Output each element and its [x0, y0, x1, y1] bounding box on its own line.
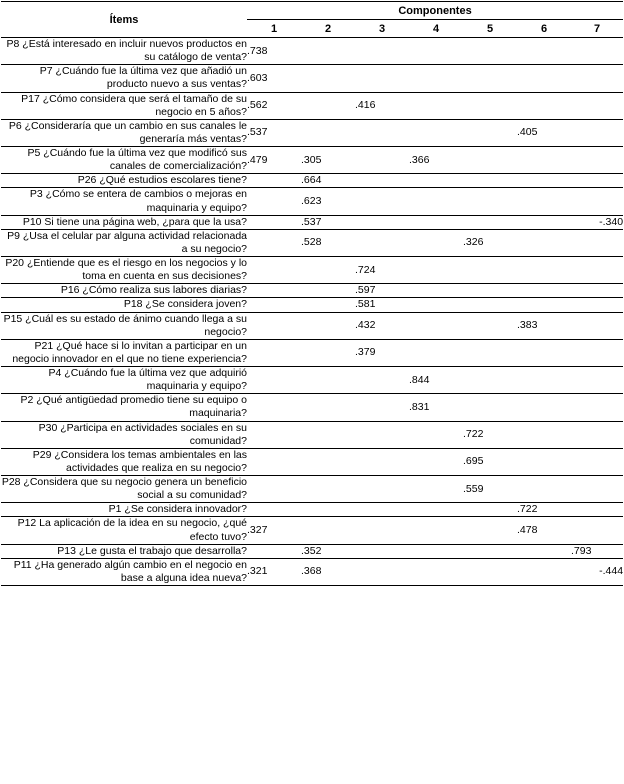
row-loading-value — [517, 188, 571, 215]
row-loading-value: .603 — [247, 65, 301, 92]
row-item-label: P16 ¿Cómo realiza sus labores diarias? — [1, 284, 247, 298]
row-loading-value — [517, 558, 571, 585]
row-item-label: P4 ¿Cuándo fue la última vez que adquirió maquinaria y equipo? — [1, 367, 247, 394]
row-loading-value: .562 — [247, 92, 301, 119]
row-loading-value: -.340 — [571, 215, 623, 229]
header-component-5: 5 — [463, 20, 517, 38]
row-loading-value — [571, 298, 623, 312]
row-item-label: P3 ¿Cómo se entera de cambios o mejoras en maquinaria y equipo? — [1, 188, 247, 215]
row-loading-value — [355, 367, 409, 394]
row-loading-value — [301, 339, 355, 366]
row-loading-value — [463, 558, 517, 585]
row-loading-value — [571, 312, 623, 339]
row-item-label: P18 ¿Se considera joven? — [1, 298, 247, 312]
header-component-2: 2 — [301, 20, 355, 38]
row-item-label: P29 ¿Considera los temas ambientales en las actividades que realiza en su negocio? — [1, 448, 247, 475]
row-loading-value: .597 — [355, 284, 409, 298]
component-matrix-table — [1, 1, 623, 586]
row-item-label: P13 ¿Le gusta el trabajo que desarrolla? — [1, 544, 247, 558]
row-item-label: P20 ¿Entiende que es el riesgo en los negocios y lo toma en cuenta en sus decisiones? — [1, 257, 247, 284]
row-loading-value — [463, 188, 517, 215]
row-loading-value — [355, 517, 409, 544]
row-loading-value: .405 — [517, 119, 571, 146]
row-loading-value — [301, 517, 355, 544]
row-loading-value — [355, 174, 409, 188]
row-loading-value: .581 — [355, 298, 409, 312]
row-item-label: P5 ¿Cuándo fue la última vez que modificó sus canales de comercialización? — [1, 147, 247, 174]
row-loading-value — [247, 421, 301, 448]
header-row-titles — [1, 2, 623, 20]
row-loading-value — [571, 517, 623, 544]
row-loading-value — [517, 448, 571, 475]
row-loading-value — [247, 284, 301, 298]
row-loading-value: .831 — [409, 394, 463, 421]
row-loading-value: .664 — [301, 174, 355, 188]
row-loading-value — [517, 147, 571, 174]
row-loading-value — [517, 38, 571, 65]
row-loading-value — [463, 367, 517, 394]
row-loading-value — [571, 229, 623, 256]
row-loading-value — [571, 92, 623, 119]
row-loading-value — [463, 312, 517, 339]
row-loading-value: .537 — [301, 215, 355, 229]
row-loading-value — [409, 188, 463, 215]
row-loading-value — [409, 448, 463, 475]
row-loading-value — [355, 215, 409, 229]
table-row — [1, 215, 623, 229]
row-loading-value — [463, 298, 517, 312]
row-loading-value — [247, 339, 301, 366]
row-item-label: P17 ¿Cómo considera que será el tamaño de su negocio en 5 años? — [1, 92, 247, 119]
table-header — [1, 2, 623, 38]
row-loading-value — [571, 65, 623, 92]
row-loading-value — [463, 174, 517, 188]
row-loading-value — [571, 448, 623, 475]
row-loading-value — [463, 544, 517, 558]
row-item-label: P12 La aplicación de la idea en su negocio, ¿qué efecto tuvo? — [1, 517, 247, 544]
row-loading-value: .738 — [247, 38, 301, 65]
row-loading-value — [301, 367, 355, 394]
table-row — [1, 92, 623, 119]
table-row — [1, 257, 623, 284]
row-loading-value — [355, 394, 409, 421]
row-loading-value — [517, 298, 571, 312]
row-loading-value — [355, 188, 409, 215]
row-loading-value — [355, 119, 409, 146]
row-loading-value: .479 — [247, 147, 301, 174]
row-loading-value — [247, 312, 301, 339]
row-loading-value — [409, 229, 463, 256]
row-loading-value: .327 — [247, 517, 301, 544]
table-row — [1, 188, 623, 215]
row-item-label: P21 ¿Qué hace si lo invitan a participar en un negocio innovador en el que no tiene experiencia? — [1, 339, 247, 366]
row-loading-value — [409, 215, 463, 229]
row-loading-value — [301, 92, 355, 119]
table-row — [1, 339, 623, 366]
row-loading-value: .559 — [463, 476, 517, 503]
table-row — [1, 503, 623, 517]
row-item-label: P2 ¿Qué antigüedad promedio tiene su equipo o maquinaria? — [1, 394, 247, 421]
row-loading-value — [463, 517, 517, 544]
table-row — [1, 544, 623, 558]
row-loading-value — [409, 339, 463, 366]
table-row — [1, 367, 623, 394]
row-loading-value — [301, 298, 355, 312]
row-item-label: P11 ¿Ha generado algún cambio en el negocio en base a alguna idea nueva? — [1, 558, 247, 585]
row-loading-value — [301, 65, 355, 92]
row-loading-value — [571, 257, 623, 284]
row-loading-value — [463, 92, 517, 119]
row-loading-value — [409, 312, 463, 339]
row-loading-value — [517, 229, 571, 256]
table-row — [1, 229, 623, 256]
row-loading-value: .432 — [355, 312, 409, 339]
row-loading-value — [571, 147, 623, 174]
row-item-label: P26 ¿Qué estudios escolares tiene? — [1, 174, 247, 188]
row-loading-value — [409, 476, 463, 503]
table-row — [1, 448, 623, 475]
header-components: Componentes — [247, 2, 623, 20]
row-loading-value — [517, 284, 571, 298]
row-loading-value — [247, 188, 301, 215]
row-loading-value: .368 — [301, 558, 355, 585]
row-loading-value — [301, 38, 355, 65]
row-loading-value — [517, 215, 571, 229]
row-loading-value — [571, 38, 623, 65]
row-loading-value — [571, 367, 623, 394]
table-row — [1, 298, 623, 312]
row-loading-value — [517, 174, 571, 188]
row-loading-value — [247, 394, 301, 421]
row-loading-value — [409, 65, 463, 92]
row-loading-value: .722 — [517, 503, 571, 517]
row-loading-value — [409, 284, 463, 298]
row-loading-value — [463, 65, 517, 92]
table-row — [1, 119, 623, 146]
row-loading-value: .793 — [571, 544, 623, 558]
row-loading-value — [571, 119, 623, 146]
row-loading-value — [247, 448, 301, 475]
row-loading-value: .844 — [409, 367, 463, 394]
header-items: Ítems — [1, 2, 247, 38]
row-loading-value — [571, 394, 623, 421]
table-row — [1, 65, 623, 92]
table-row — [1, 312, 623, 339]
row-loading-value — [409, 174, 463, 188]
row-loading-value — [247, 503, 301, 517]
row-item-label: P9 ¿Usa el celular par alguna actividad relacionada a su negocio? — [1, 229, 247, 256]
row-loading-value — [517, 421, 571, 448]
row-loading-value — [247, 174, 301, 188]
row-loading-value — [571, 503, 623, 517]
row-loading-value — [247, 229, 301, 256]
row-item-label: P15 ¿Cuál es su estado de ánimo cuando llega a su negocio? — [1, 312, 247, 339]
row-loading-value: -.444 — [571, 558, 623, 585]
row-loading-value: .724 — [355, 257, 409, 284]
row-loading-value — [247, 215, 301, 229]
row-loading-value — [463, 215, 517, 229]
table-row — [1, 517, 623, 544]
row-loading-value — [517, 65, 571, 92]
row-loading-value — [355, 65, 409, 92]
row-loading-value — [463, 284, 517, 298]
row-loading-value — [463, 38, 517, 65]
row-loading-value — [517, 367, 571, 394]
row-loading-value — [301, 394, 355, 421]
row-item-label: P30 ¿Participa en actividades sociales en su comunidad? — [1, 421, 247, 448]
row-loading-value — [301, 448, 355, 475]
row-loading-value: .352 — [301, 544, 355, 558]
header-component-4: 4 — [409, 20, 463, 38]
row-loading-value — [355, 558, 409, 585]
row-loading-value: .379 — [355, 339, 409, 366]
row-loading-value — [247, 257, 301, 284]
row-loading-value — [463, 147, 517, 174]
row-item-label: P28 ¿Considera que su negocio genera un beneficio social a su comunidad? — [1, 476, 247, 502]
row-loading-value — [463, 339, 517, 366]
row-loading-value: .305 — [301, 147, 355, 174]
row-loading-value — [301, 421, 355, 448]
row-loading-value — [463, 394, 517, 421]
row-loading-value — [463, 119, 517, 146]
row-item-label: P10 Si tiene una página web, ¿para que la usa? — [1, 215, 247, 229]
row-loading-value: .383 — [517, 312, 571, 339]
row-loading-value — [571, 188, 623, 215]
row-loading-value — [409, 421, 463, 448]
table-row — [1, 476, 623, 503]
row-loading-value — [247, 298, 301, 312]
row-loading-value: .528 — [301, 229, 355, 256]
table-row — [1, 284, 623, 298]
row-loading-value: .537 — [247, 119, 301, 146]
row-loading-value — [517, 544, 571, 558]
row-loading-value — [571, 284, 623, 298]
row-item-label: P8 ¿Está interesado en incluir nuevos productos en su catálogo de venta? — [1, 38, 247, 65]
row-loading-value — [409, 257, 463, 284]
row-loading-value — [571, 339, 623, 366]
row-loading-value — [571, 476, 623, 503]
row-loading-value: .366 — [409, 147, 463, 174]
header-component-1: 1 — [247, 20, 301, 38]
row-loading-value — [247, 476, 301, 503]
table-row — [1, 558, 623, 585]
row-loading-value — [301, 503, 355, 517]
row-item-label: P7 ¿Cuándo fue la última vez que añadió un producto nuevo a sus ventas? — [1, 65, 247, 92]
row-loading-value — [517, 394, 571, 421]
row-loading-value — [409, 503, 463, 517]
row-item-label: P6 ¿Consideraría que un cambio en sus canales le generaría más ventas? — [1, 119, 247, 146]
row-loading-value — [409, 119, 463, 146]
table-row — [1, 174, 623, 188]
row-loading-value — [409, 558, 463, 585]
row-loading-value — [517, 476, 571, 503]
row-loading-value — [247, 544, 301, 558]
row-loading-value: .722 — [463, 421, 517, 448]
table-row — [1, 421, 623, 448]
row-loading-value — [355, 503, 409, 517]
row-loading-value — [355, 448, 409, 475]
row-loading-value — [409, 517, 463, 544]
row-loading-value — [301, 257, 355, 284]
row-loading-value — [409, 298, 463, 312]
row-loading-value — [409, 92, 463, 119]
row-loading-value — [517, 92, 571, 119]
row-item-label: P1 ¿Se considera innovador? — [1, 503, 247, 517]
row-loading-value — [355, 229, 409, 256]
row-loading-value: .695 — [463, 448, 517, 475]
table-row — [1, 394, 623, 421]
row-loading-value — [247, 367, 301, 394]
table-row — [1, 38, 623, 65]
row-loading-value — [301, 119, 355, 146]
header-component-7: 7 — [571, 20, 623, 38]
header-component-6: 6 — [517, 20, 571, 38]
table-body — [1, 38, 623, 586]
row-loading-value: .478 — [517, 517, 571, 544]
row-loading-value — [301, 284, 355, 298]
row-loading-value — [409, 38, 463, 65]
row-loading-value: .623 — [301, 188, 355, 215]
row-loading-value — [571, 421, 623, 448]
header-component-3: 3 — [355, 20, 409, 38]
row-loading-value — [301, 312, 355, 339]
row-loading-value — [355, 421, 409, 448]
row-loading-value: .416 — [355, 92, 409, 119]
row-loading-value — [571, 174, 623, 188]
row-loading-value: .321 — [247, 558, 301, 585]
row-loading-value — [355, 544, 409, 558]
table-row — [1, 147, 623, 174]
row-loading-value — [355, 38, 409, 65]
row-loading-value — [409, 544, 463, 558]
row-loading-value — [301, 476, 355, 503]
row-loading-value: .326 — [463, 229, 517, 256]
row-loading-value — [517, 339, 571, 366]
row-loading-value — [355, 476, 409, 503]
row-loading-value — [517, 257, 571, 284]
row-loading-value — [463, 503, 517, 517]
row-loading-value — [355, 147, 409, 174]
row-loading-value — [463, 257, 517, 284]
